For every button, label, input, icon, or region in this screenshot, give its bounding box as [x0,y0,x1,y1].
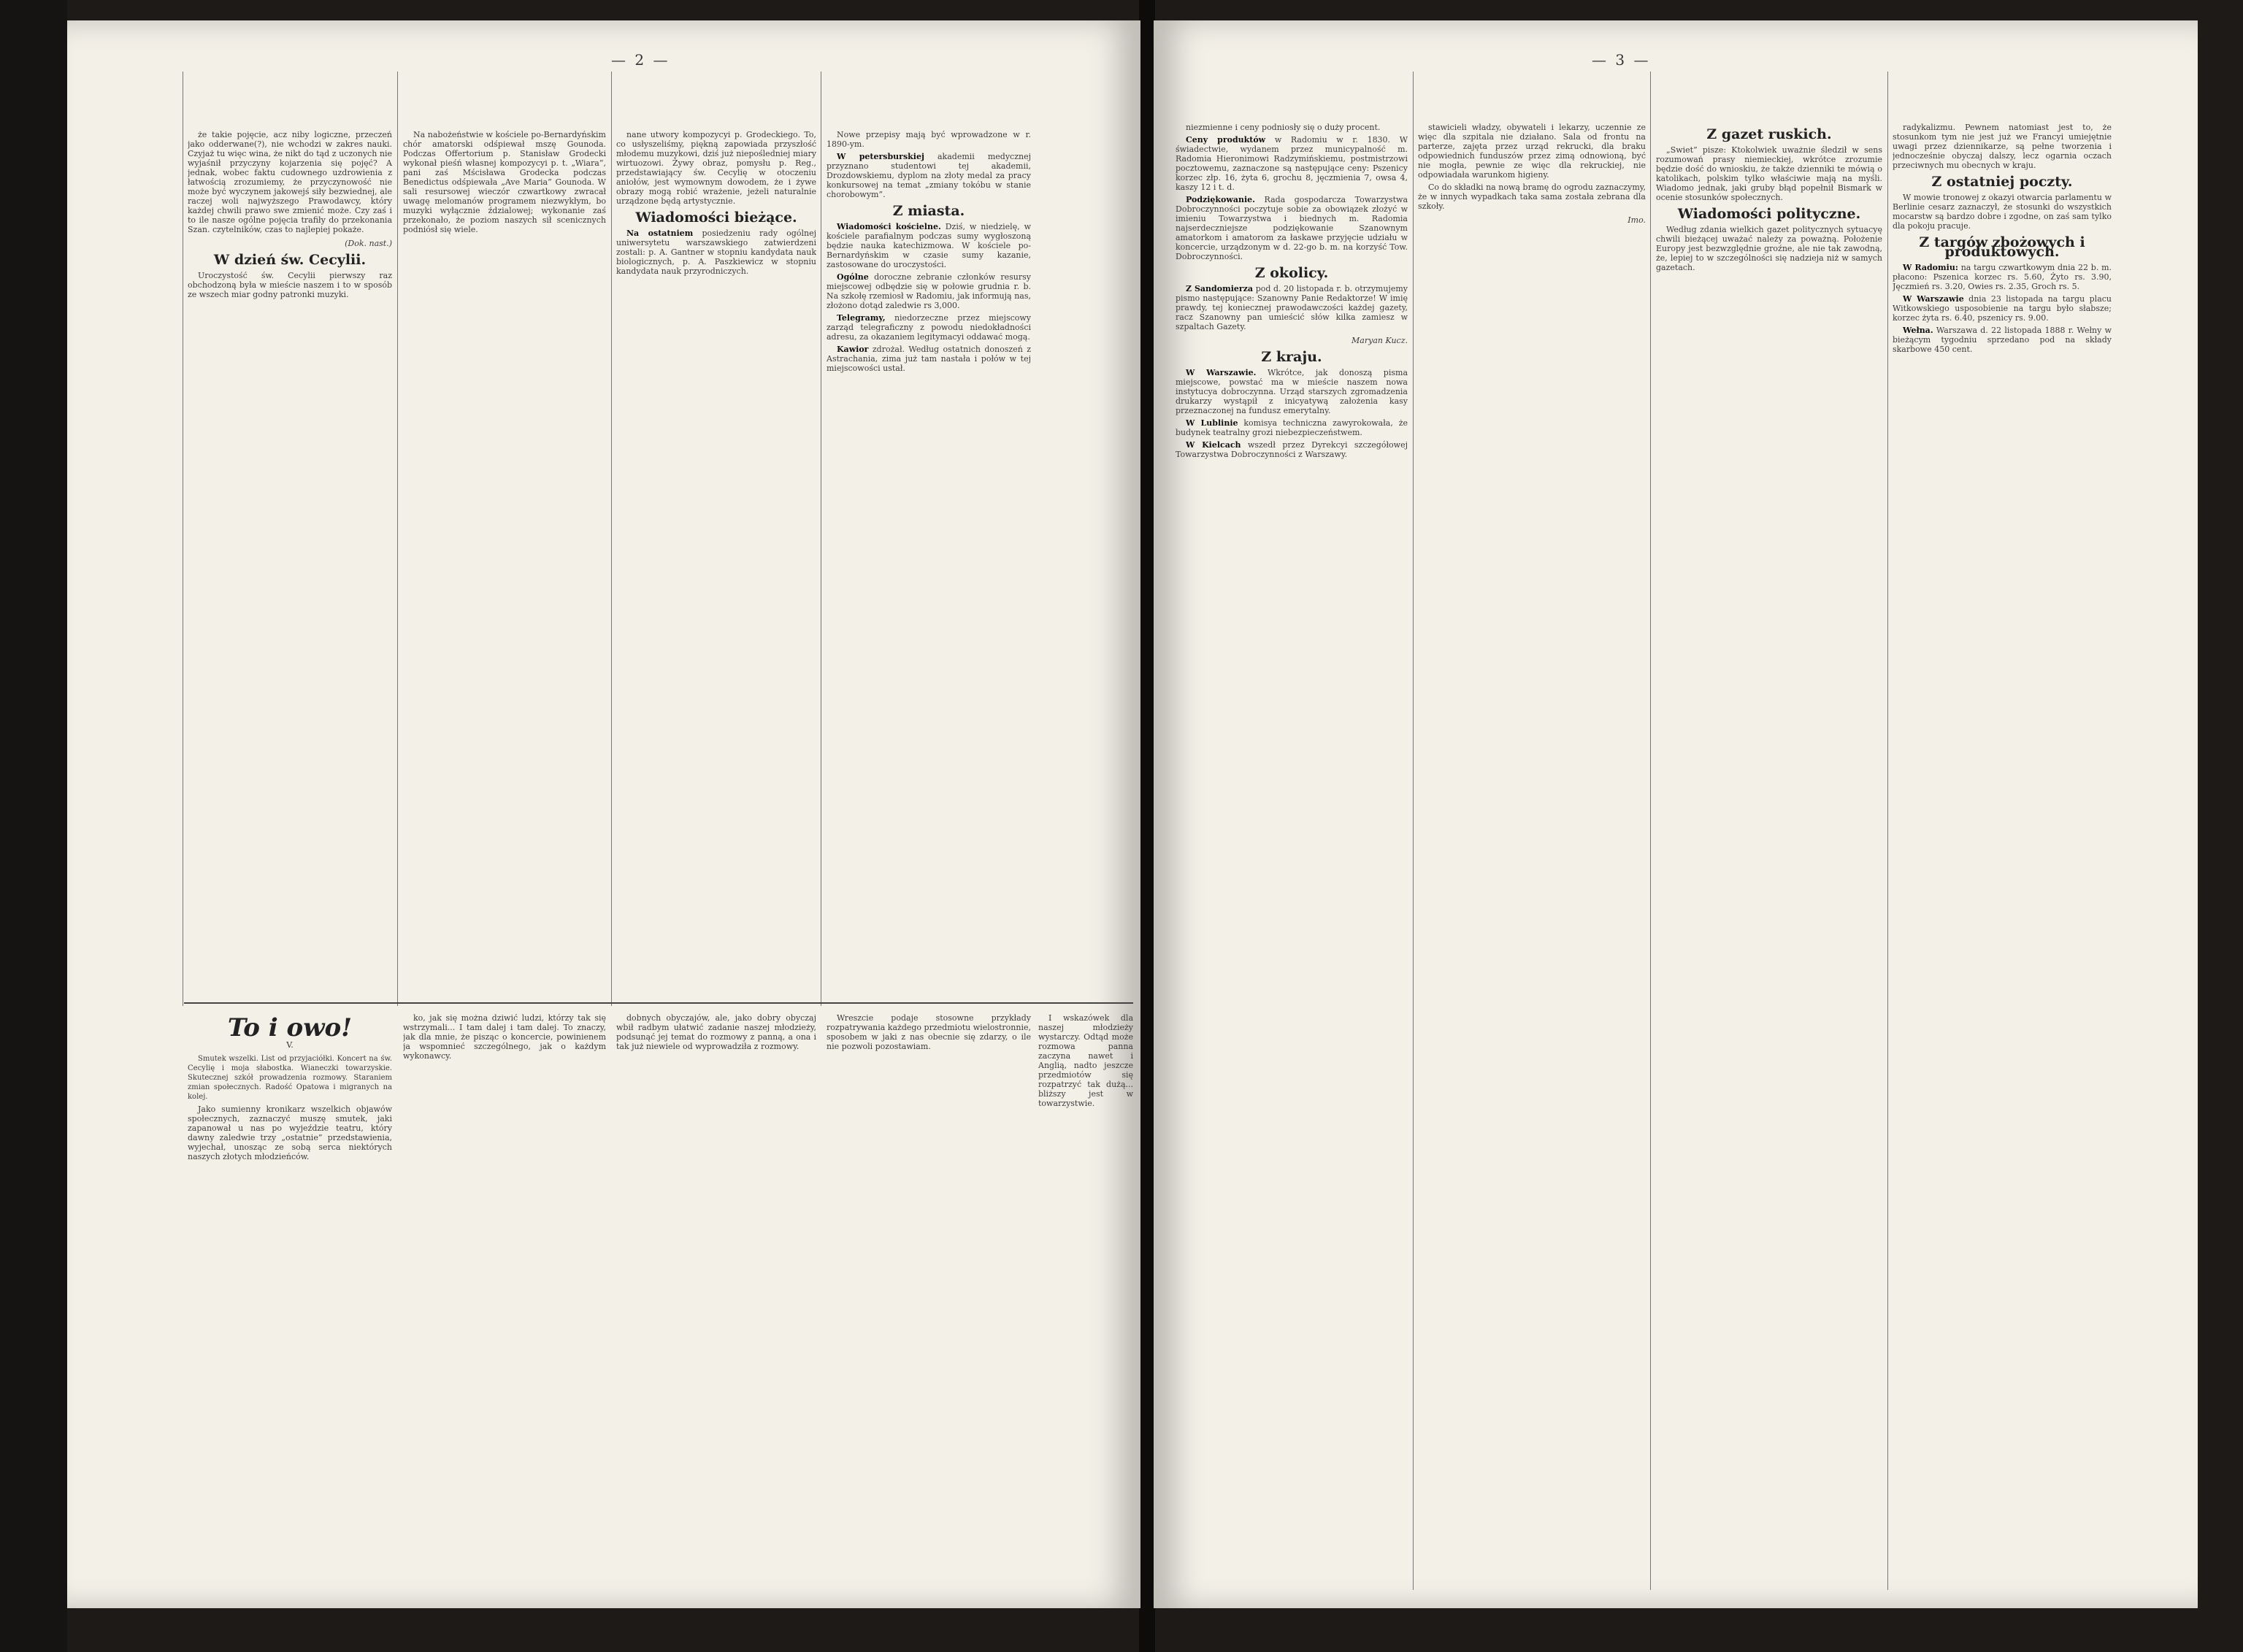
article-text: Uroczystość św. Cecylii pierwszy raz obchodzoną była w mieście naszem i to w sposób ze wszech miar godny patronki muzyki. [188,271,392,299]
signature: Maryan Kucz. [1351,336,1408,345]
article-text: ko, jak się można dziwić ludzi, którzy tak się wstrzymali... I tam dalej i tam dalej. To znaczy, jak dla mnie, że pisząc o koncercie, powinienem ja wspomnieć szczególnego, jak o każdym wykonawcy. [403,1013,606,1061]
feuilleton-heading: To i owo! [227,1013,353,1042]
article-text: radykalizmu. Pewnem natomiast jest to, że stosunkom tym nie jest już we Francyi umiejętnie uwagi przez dziennikarze, są pełne tworzenia i jednocześnie obyczaj dalszy, lecz ogarnia oczach przeciwnych mu obecnych w kraju. [1893,123,2112,170]
feuilleton-col-3 [616,1013,816,1590]
article-text: Rada gospodarcza Towarzystwa Dobroczynności poczytuje sobie za obowiązek złożyć w imieniu Towarzystwa i biednych m. Radomia najserdeczniejsze podziękowanie Szanownym amatorkom i amatorom za łaskawe przyjęcie udziału w koncercie, urządzonym w d. 22-go b. m. na korzyść Tow. Dobroczynności. [1176,195,1408,261]
article-text: że takie pojęcie, acz niby logiczne, przeczeń jako odderwane(?), nie wchodzi w zakres nauki. Czyjaż tu więc wina, że nikt do tąd z uczonych nie wyjaśnił przyczyny kojarzenia się pojęć? A jednak, wobec faktu cudownego uzdrowienia z łatwością zrozumiemy, że przyczynowość nie może być wyczynem jakowejś siły bezwiednej, ale raczej woli najwyższego Prawodawcy, który każdej chwili prawo swe zmienić może. Czy zaś i to ile nasze ogólne pojęcia trafiły do przekonania Szan. czytelników, czas to najlepiej pokaże. [188,130,392,234]
article-text: W mowie tronowej z okazyi otwarcia parlamentu w Berlinie cesarz zaznaczył, że stosunki do wszystkich mocarstw są bardzo dobre i zgodne, on zaś sam tylko dla pokoju pracuje. [1893,193,2112,231]
book-binding [0,0,67,1652]
signature: (Dok. nast.) [345,239,392,248]
section-heading: Z okolicy. [1254,265,1329,281]
section-heading: Wiadomości bieżące. [635,210,797,226]
article-text: Wkrótce, jak donoszą pisma miejscowe, powstać ma w mieście naszem nowa instytucya dobroczynna. Urząd starszych zgromadzenia drukarzy wystąpił z inicyatywą założenia kasy przeznaczonej na fundusz emerytalny. [1176,368,1408,415]
lead-word: Z Sandomierza [1186,284,1254,293]
left-page [67,20,1140,1608]
right-col-3 [1656,123,1882,1590]
article-text: Według zdania wielkich gazet politycznych sytuacyę chwili bieżącej uważać należy za poważną. Położenie Europy jest bezwzględnie groźne, ale nie tak zawodną, że, lepiej to w szczególności się nadzieja niż w samych gazetach. [1656,225,1882,272]
right-page [1154,20,2198,1608]
feuilleton-numeral: V. [286,1040,294,1050]
lead-word: Wiadomości kościelne. [837,222,941,231]
signature: Imo. [1627,215,1646,225]
column-rule [1413,72,1414,1590]
article-text: pod d. 20 listopada r. b. otrzymujemy pismo następujące: Szanowny Panie Redaktorze! W imię prawdy, tej koniecznej prawodawczości każdej gazety, racz Szanowny pan umieścić słów kilka zamiesz w szpaltach Gazety. [1176,284,1408,331]
section-heading: Wiadomości polityczne. [1677,206,1861,222]
lead-word: Telegramy, [837,313,886,323]
article-text: doroczne zebranie członków resursy miejscowej odbędzie się w połowie grudnia r. b. Na szkołę rzemiosł w Radomiu, jak informują nas, złożono dotąd zaledwie rs 3,000. [827,272,1031,310]
article-text: zdrożał. Według ostatnich donoszeń z Astrachania, zima już tam nastała i połów w tej miejscowości ustał. [827,345,1031,373]
lead-word: W Warszawie. [1186,368,1257,377]
right-col-2 [1418,123,1646,1590]
lead-word: Ceny produktów [1186,135,1266,145]
column-rule [397,72,398,1006]
lead-word: Kawior [837,345,869,354]
right-page-number: — 3 — [1592,51,1651,69]
lead-word: W petersburskiej [837,152,924,161]
lead-word: Na ostatniem [626,228,694,238]
section-heading: Z ostatniej poczty. [1931,174,2073,190]
feuilleton-col-4 [827,1013,1031,1590]
feuilleton-col-5 [1038,1013,1133,1590]
left-col-4 [827,130,1031,1006]
book-gutter [1139,0,1155,1652]
right-col-4 [1893,123,2112,1590]
right-col-1 [1176,123,1408,1590]
column-rule [1887,72,1888,1590]
article-text: na targu czwartkowym dnia 22 b. m. płacono: Pszenica korzec rs. 5.60, Żyto rs. 3.90, Jęczmień rs. 3.20, Owies rs. 2.35, Groch rs. 5. [1893,263,2112,291]
article-text: Jako sumienny kronikarz wszelkich objawów społecznych, zaznaczyć muszę smutek, jaki zapanował u nas po wyjeździe teatru, który dawny zaledwie trzy „ostatnie” przedstawienia, wyjechał, unosząc ze sobą serca niektórych naszych złotych młodzieńców. [188,1104,392,1161]
article-text: Wreszcie podaje stosowne przykłady rozpatrywania każdego przedmiotu wielostronnie, sposobem w jaki z nas obecnie się zdarzy, o ile nie pozwoli pozostawiam. [827,1013,1031,1051]
column-rule [1650,72,1651,1590]
article-text: posiedzeniu rady ogólnej uniwersytetu warszawskiego zatwierdzeni zostali: p. A. Gantner w stopniu kandydata nauk biologicznych, p. A. Paszkiewicz w stopniu kandydata nauk przyrodniczych. [616,228,816,276]
section-heading: Z kraju. [1261,349,1322,365]
left-page-number: — 2 — [611,51,670,69]
article-text: niezmienne i ceny podniosły się o duży procent. [1186,123,1381,132]
lead-word: Wełna. [1903,326,1933,335]
section-heading: Z targów zbożowych i produktowych. [1919,234,2085,260]
article-text: I wskazówek dla naszej młodzieży wystarczy. Odtąd może rozmowa panna zaczyna nawet i Anglią, nadto jeszcze przedmiotów się rozpatrzyć tak dużą... bliższy jest w towarzystwie. [1038,1013,1133,1108]
article-text: wszedł przez Dyrekcyi szczegółowej Towarzystwa Dobroczynności z Warszawy. [1176,440,1408,459]
column-rule [611,72,612,1006]
article-text: Nowe przepisy mają być wprowadzone w r. 1890-ym. [827,130,1031,149]
article-text: Na nabożeństwie w kościele po-Bernardyńskim chór amatorski odśpiewał mszę Gounoda. Podczas Offertorium p. Stanisław Grodecki wykonał pieśń własnej kompozycyi p. t. „Wiara”, pani zaś Mścisława Grodecka podczas Benedictus odśpiewała „Ave Maria” Gounoda. W sali resursowej wieczór czwartkowy zwracał uwagę melomanów programem niezwykłym, bo muzyki wyłącznie ździalowej; wykonanie zaś przekonało, że poziom naszych sił scenicznych podniósł się wiele. [403,130,606,234]
lead-word: W Kielcach [1186,440,1241,450]
article-text: dobnych obyczajów, ale, jako dobry obyczaj wbił radbym ułatwić zadanie naszej młodzieży, podsunąć jej temat do rozmowy z panną, a ona i tak już niewiele od wyprowadziła z rozmowy. [616,1013,816,1051]
section-heading: Z miasta. [892,203,965,219]
feuilleton-summary: Smutek wszelki. List od przyjaciółki. Koncert na św. Cecylię i moja słabostka. Wianeczki towarzyskie. Skutecznej szkół prowadzenia rozmowy. Staraniem zmian społecznych. Radość Opatowa i migranych na kolej. [188,1055,392,1101]
article-text: „Swiet” pisze: Ktokolwiek uważnie śledził w sens rozumowań prasy niemieckiej, wkrótce zrozumie będzie dość do wnioskiu, że także dzienniki te mówią o katolikach, polskim tylko właściwie mają na myśli. Wiadomo jednak, jaki gruby błąd popełnił Bismark w ocenie stosunków społecznych. [1656,145,1882,202]
lead-word: Podziękowanie. [1186,195,1255,204]
left-col-2 [403,130,606,1006]
lead-word: W Warszawie [1903,294,1964,304]
article-text: nane utwory kompozycyi p. Grodeckiego. To, co usłyszeliśmy, piękną zapowiada przyszłość młodemu muzykowi, dziś już niepośledniej miary wirtuozowi. Żywy obraz, pomysłu p. Reg., przedstawiający św. Cecylię w otoczeniu aniołów, jest wymownym dowodem, że i żywe obrazy mogą robić wrażenie, jeżeli naturalnie urządzone będą artystycznie. [616,130,816,206]
article-text: komisya techniczna zawyrokowała, że budynek teatralny grozi niebezpieczeństwem. [1176,418,1408,437]
article-text: Co do składki na nową bramę do ogrodu zaznaczymy, że w innych wypadkach taka sama została zebrana dla szkoły. [1418,183,1646,211]
left-col-1 [188,130,392,1006]
article-text: dnia 23 listopada na targu placu Witkowskiego usposobienie na targu było słabsze; korzec żyta rs. 6.40, pszenicy rs. 9.00. [1893,294,2112,323]
article-text: Warszawa d. 22 listopada 1888 r. Wełny w bieżącym tygodniu sprzedano pod na składy skarbowe 450 cent. [1893,326,2112,354]
section-heading: W dzień św. Cecylii. [213,252,367,268]
lead-word: W Lublinie [1186,418,1238,428]
feuilleton-col-2 [403,1013,606,1590]
lead-word: Ogólne [837,272,869,282]
lead-word: W Radomiu: [1903,263,1958,272]
section-heading: Z gazet ruskich. [1706,126,1832,142]
article-text: Dziś, w niedzielę, w kościele parafialnym podczas sumy wygłoszoną będzie nauka katechizmowa. W kościele po-Bernardyńskim w czasie sumy kazanie, zastosowane do uroczystości. [827,222,1031,269]
article-text: akademii medycznej przyznano studentowi tej akademii, Drozdowskiemu, dyplom na złoty medal za pracy konkursowej na temat „zmiany tokóbu w stanie chorobowym”. [827,152,1031,199]
article-text: niedorzeczne przez miejscowy zarząd telegraficzny z powodu niedokładności adresu, za okazaniem legitymacyi oddawać mogą. [827,313,1031,342]
feuilleton-col-1 [188,1013,392,1590]
article-text: stawicieli władzy, obywateli i lekarzy, uczennie ze więc dla szpitala nie działano. Sala od frontu na parterze, zajęta przez urząd rekrucki, dla braku odpowiednich funduszów przez zimą odnowioną, być nie mogła, pewnie ze więc dla rekruckiej, nie odpowiadała warunkom higieny. [1418,123,1646,180]
left-col-3 [616,130,816,1006]
article-text: w Radomiu w r. 1830. W świadectwie, wydanem przez municypalność m. Radomia Hieronimowi Radzymińskiemu, postmistrzowi pocztowemu, zaznaczone są następujące ceny: Pszenicy korzec złp. 16, żyta 6, grochu 8, jęczmienia 7, owsa 4, kaszy 12 i t. d. [1176,135,1408,192]
